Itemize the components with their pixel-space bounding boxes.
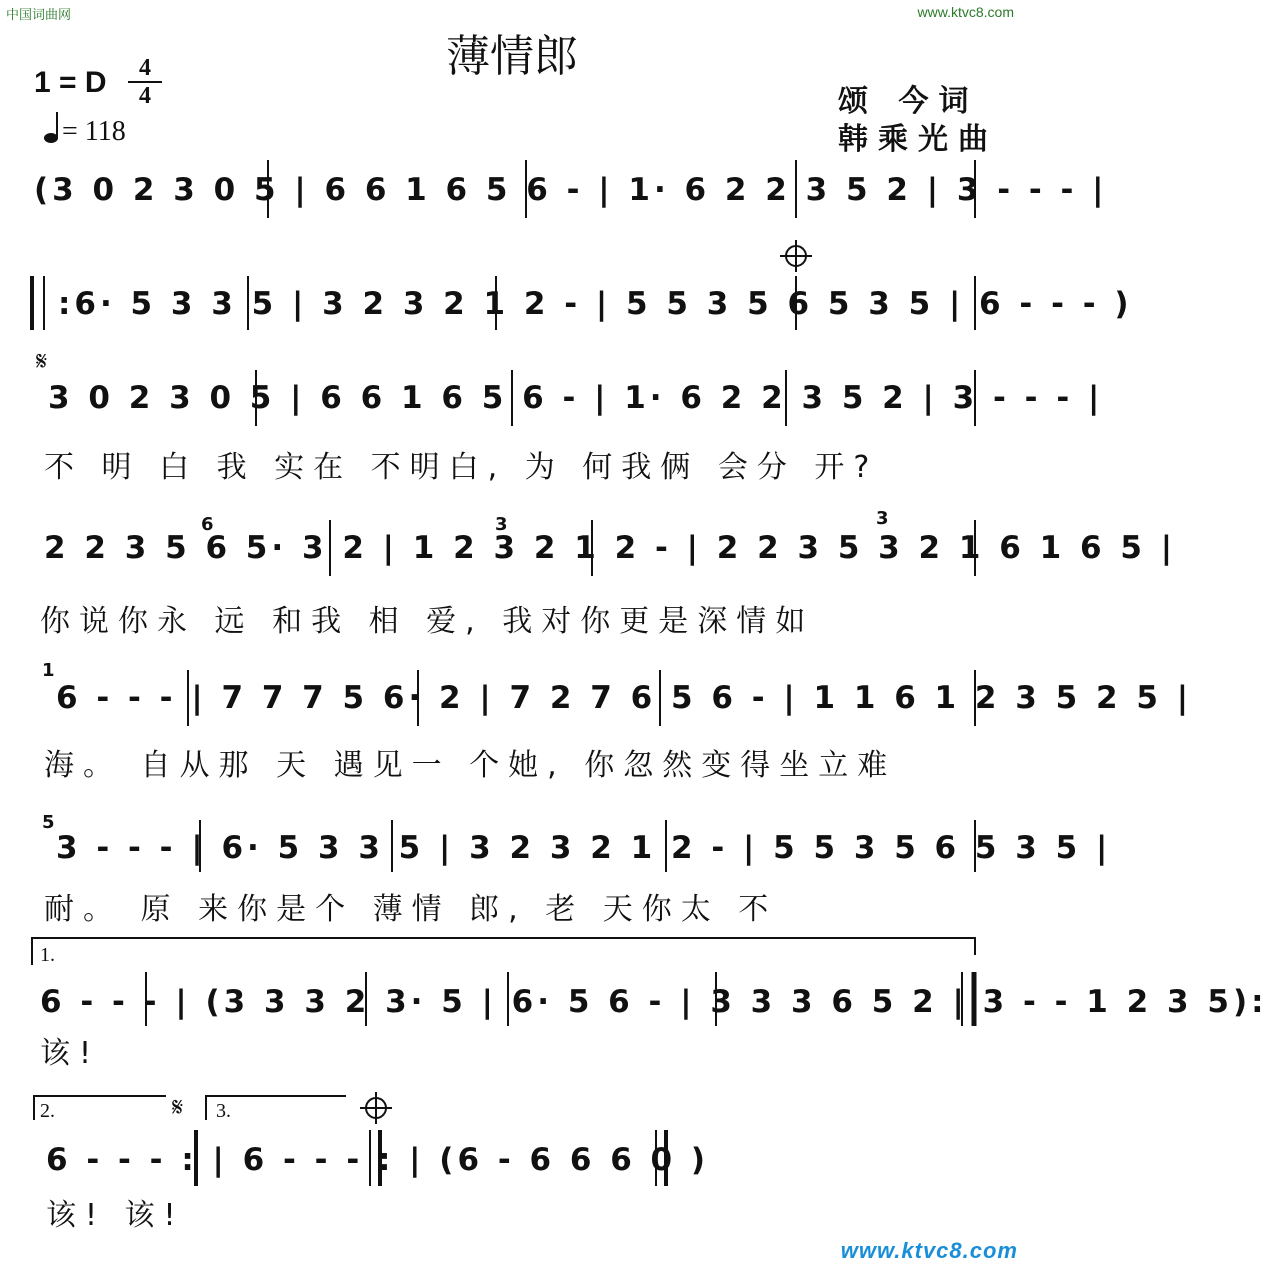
svg-text:𝄋: 𝄋 xyxy=(36,347,48,377)
site-watermark-top-left: 中国词曲网 xyxy=(6,8,72,23)
triplet-mark: 3 xyxy=(876,508,889,529)
score-row-5-notes: 6 - - - | 7 7 7 5 6· 2 | 7 2 7 6 5 6 - | 1 1 6 1 2 3 5 2 5 | xyxy=(56,680,1193,716)
volta-second-label: 2. xyxy=(40,1100,55,1122)
grace-note-b: 3 xyxy=(495,514,508,535)
coda-icon xyxy=(360,1092,392,1124)
score-row-3-lyrics: 不 明 白 我 实在 不明白, 为 何我俩 会分 开? xyxy=(44,450,879,485)
score-row-7-lyrics: 该! xyxy=(40,1036,101,1071)
grace-note-a: 6 xyxy=(201,514,214,535)
segno-icon xyxy=(36,347,183,1123)
volta-third-label: 3. xyxy=(216,1100,231,1122)
site-watermark-bottom: www.ktvc8.com xyxy=(840,1238,1018,1263)
score-row-6-notes: 3 - - - | 6· 5 3 3 5 | 3 2 3 2 1 2 - | 5 5 3 5 6 5 3 5 | xyxy=(56,830,1112,866)
key-signature: 1 = D xyxy=(34,66,107,99)
tempo-value: = 118 xyxy=(62,116,126,147)
score-row-4-lyrics: 你说你永 远 和我 相 爱, 我对你更是深情如 xyxy=(40,604,815,639)
score-row-5-lyrics: 海。 自从那 天 遇见一 个她, 你忽然变得坐立难 xyxy=(44,748,897,783)
svg-text:𝄋: 𝄋 xyxy=(172,1093,184,1123)
score-row-1-notes: (3 0 2 3 0 5 | 6 6 1 6 5 6 - | 1· 6 2 2 3 5 2 | 3 - - - | xyxy=(34,172,1108,208)
song-title: 薄情郎 xyxy=(446,31,578,82)
grace-note-d: 5 xyxy=(42,812,55,833)
time-signature-top: 4 xyxy=(139,55,151,81)
composer-credit: 韩乘光曲 xyxy=(838,122,998,157)
score-row-3-notes: 3 0 2 3 0 5 | 6 6 1 6 5 6 - | 1· 6 2 2 3 5 2 | 3 - - - | xyxy=(48,380,1104,416)
score-row-2-notes: :6· 5 3 3 5 | 3 2 3 2 1 2 - | 5 5 3 5 6 5 3 5 | 6 - - - ) xyxy=(58,286,1133,322)
time-signature-bottom: 4 xyxy=(139,83,151,109)
score-row-7-notes: 6 - - - | (3 3 3 2 3· 5 | 6· 5 6 - | 3 3 3 6 5 2 | 3 - - 1 2 3 5): xyxy=(40,984,1268,1020)
score-row-8-lyrics: 该! 该! xyxy=(46,1198,185,1233)
score-row-4-notes: 2 2 3 5 6 5· 3 2 | 1 2 3 2 1 2 - | 2 2 3 5 3 2 1 6 1 6 5 | xyxy=(44,530,1177,566)
site-watermark-top-right: www.ktvc8.com xyxy=(917,4,1014,20)
score-row-6-lyrics: 耐。 原 来你是个 薄情 郎, 老 天你太 不 xyxy=(44,892,778,927)
score-row-8-notes: 6 - - - : | 6 - - - : | (6 - 6 6 6 0 ) xyxy=(46,1142,710,1178)
coda-icon xyxy=(780,240,812,272)
grace-note-c: 1 xyxy=(42,660,55,681)
lyricist-credit: 颂 今词 xyxy=(838,84,979,119)
volta-first-label: 1. xyxy=(40,944,55,966)
